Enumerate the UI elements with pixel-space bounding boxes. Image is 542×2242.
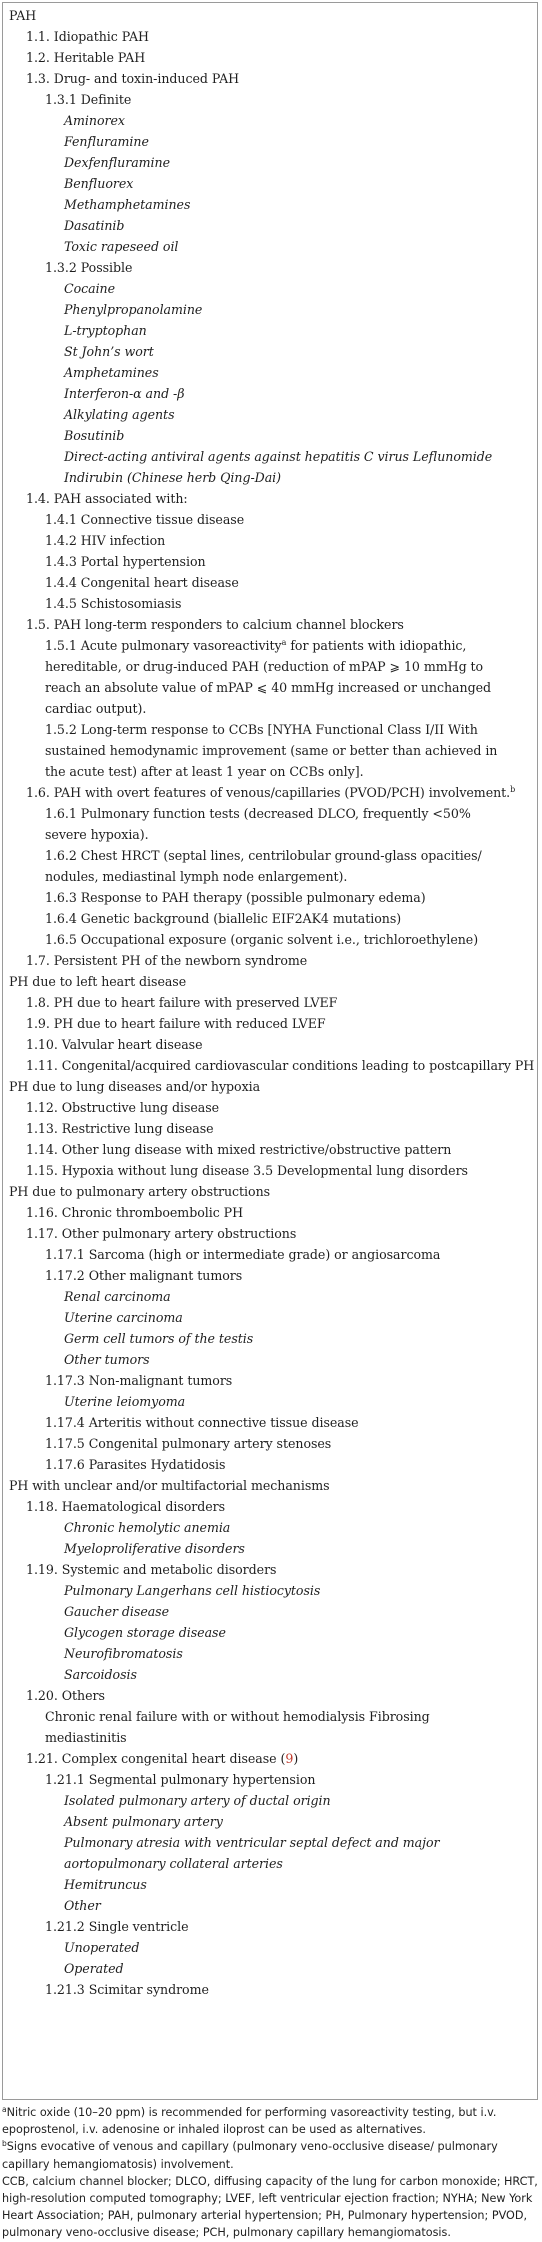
- entry-text: 1.17.1 Sarcoma (high or intermediate grade) or angiosarcoma: [45, 1247, 441, 1262]
- footnote-b-mark: b: [2, 2139, 7, 2149]
- classification-entry: [9, 5, 36, 26]
- classification-entry: [45, 908, 401, 929]
- entry-text: Uterine carcinoma: [64, 1310, 183, 1325]
- entry-text: 1.6.3 Response to PAH therapy (possible pulmonary edema): [45, 890, 426, 905]
- entry-text: 1.8. PH due to heart failure with preserved LVEF: [26, 995, 338, 1010]
- classification-entry: [45, 1769, 315, 1790]
- classification-entry: [26, 992, 337, 1013]
- entry-text: 1.21.2 Single ventricle: [45, 1919, 189, 1934]
- list-item: [64, 1832, 515, 1874]
- classification-entry: [26, 782, 515, 803]
- classification-entry: [45, 845, 515, 887]
- entry-text: Benfluorex: [64, 176, 134, 191]
- list-item: [64, 383, 184, 404]
- entry-text: 1.21.1 Segmental pulmonary hypertension: [45, 1772, 316, 1787]
- entry-text: Cocaine: [64, 281, 116, 296]
- classification-entry: [9, 1475, 330, 1496]
- classification-entry: [45, 593, 181, 614]
- classification-entry: [45, 1433, 331, 1454]
- classification-entry: [9, 1181, 270, 1202]
- list-item: [64, 1664, 137, 1685]
- list-item: [64, 1307, 183, 1328]
- list-item: [64, 467, 281, 488]
- entry-text: PH due to pulmonary artery obstructions: [9, 1184, 271, 1199]
- list-item: [64, 446, 492, 467]
- entry-text: Myeloproliferative disorders: [64, 1541, 245, 1556]
- classification-entry: [26, 1223, 296, 1244]
- entry-text: 1.4.3 Portal hypertension: [45, 554, 206, 569]
- footnote-a: [2, 2104, 538, 2138]
- classification-entry: [45, 257, 132, 278]
- entry-text: Absent pulmonary artery: [64, 1814, 223, 1829]
- entry-text-continued: ): [293, 1751, 299, 1766]
- entry-text: PAH: [9, 8, 37, 23]
- entry-text: Renal carcinoma: [64, 1289, 171, 1304]
- entry-text: Pulmonary atresia with ventricular septal defect and major aortopulmonary collateral arteries: [64, 1835, 440, 1871]
- entry-text: 1.4.4 Congenital heart disease: [45, 575, 239, 590]
- entry-text: 1.4.2 HIV infection: [45, 533, 166, 548]
- entry-text: 1.17.3 Non-malignant tumors: [45, 1373, 233, 1388]
- entry-text: 1.13. Restrictive lung disease: [26, 1121, 214, 1136]
- entry-text: Fenfluramine: [64, 134, 149, 149]
- classification-entry: [45, 572, 239, 593]
- list-item: [64, 215, 124, 236]
- list-item: [64, 362, 159, 383]
- list-item: [64, 131, 149, 152]
- entry-text: 1.3.2 Possible: [45, 260, 133, 275]
- entry-text: Phenylpropanolamine: [64, 302, 203, 317]
- classification-entry: [26, 614, 404, 635]
- list-item: [64, 1328, 253, 1349]
- entry-text: PH with unclear and/or multifactorial mechanisms: [9, 1478, 330, 1493]
- entry-text: 1.5.1 Acute pulmonary vasoreactivity: [45, 638, 282, 653]
- list-item: [64, 236, 178, 257]
- classification-entry: [45, 551, 206, 572]
- entry-text: 1.14. Other lung disease with mixed restrictive/obstructive pattern: [26, 1142, 452, 1157]
- reference-link[interactable]: 9: [285, 1751, 294, 1766]
- list-item: [64, 1286, 171, 1307]
- entry-text: 1.5. PAH long-term responders to calcium channel blockers: [26, 617, 404, 632]
- entry-text: Other tumors: [64, 1352, 150, 1367]
- entry-text: Chronic renal failure with or without hemodialysis Fibrosing mediastinitis: [45, 1709, 430, 1745]
- entry-text: 1.16. Chronic thromboembolic PH: [26, 1205, 244, 1220]
- table-footnotes: [2, 2104, 538, 2242]
- abbreviations: CCB, calcium channel blocker; DLCO, diffusing capacity of the lung for carbon monoxide; HRCT, high-resolution computed tomography; LVEF, left ventricular ejection fraction; NYHA; New York Heart Association; PAH, pulmonary arterial hypertension; PH, Pulmonary hypertension; PVOD, pulmonary veno-occlusive disease; PCH, pulmonary capillary hemangiomatosis.: [2, 2174, 538, 2240]
- entry-text: 1.17.6 Parasites Hydatidosis: [45, 1457, 226, 1472]
- entry-text: 1.17.2 Other malignant tumors: [45, 1268, 243, 1283]
- entry-text: 1.6.5 Occupational exposure (organic solvent i.e., trichloroethylene): [45, 932, 479, 947]
- classification-entry: [26, 1118, 214, 1139]
- entry-text: 1.6.1 Pulmonary function tests (decreased DLCO, frequently <50% severe hypoxia).: [45, 806, 471, 842]
- entry-text: 1.3. Drug- and toxin-induced PAH: [26, 71, 240, 86]
- classification-entry: [9, 971, 186, 992]
- entry-text: Hemitruncus: [64, 1877, 147, 1892]
- entry-text: PH due to lung diseases and/or hypoxia: [9, 1079, 261, 1094]
- entry-text: Chronic hemolytic anemia: [64, 1520, 231, 1535]
- classification-entry: [26, 47, 145, 68]
- entry-text: Bosutinib: [64, 428, 125, 443]
- entry-text: L-tryptophan: [64, 323, 147, 338]
- list-item: [64, 1874, 147, 1895]
- footnote-b-text: Signs evocative of venous and capillary (pulmonary veno-occlusive disease/ pulmonary capillary hemangiomatosis) involvement.: [2, 2140, 498, 2171]
- entry-text: Operated: [64, 1961, 124, 1976]
- entry-text: PH due to left heart disease: [9, 974, 187, 989]
- entry-text: Isolated pulmonary artery of ductal origin: [64, 1793, 331, 1808]
- entry-text: Alkylating agents: [64, 407, 175, 422]
- entry-text: 1.4. PAH associated with:: [26, 491, 188, 506]
- classification-entry: [26, 26, 149, 47]
- entry-text: Sarcoidosis: [64, 1667, 137, 1682]
- list-item: [64, 194, 190, 215]
- classification-entry: [45, 929, 478, 950]
- list-item: [64, 320, 147, 341]
- list-item: [64, 110, 125, 131]
- classification-entry: [45, 1244, 440, 1265]
- entry-text: 1.9. PH due to heart failure with reduced LVEF: [26, 1016, 326, 1031]
- entry-text: 1.5.2 Long-term response to CCBs [NYHA Functional Class I/II With sustained hemodynamic improvement (same or better than achieved in the acute test) after at least 1 year on CCBs only].: [45, 722, 498, 779]
- entry-text: 1.6. PAH with overt features of venous/capillaries (PVOD/PCH) involvement.: [26, 785, 511, 800]
- entry-text: 1.11. Congenital/acquired cardiovascular conditions leading to postcapillary PH: [26, 1058, 535, 1073]
- entry-text: 1.21.3 Scimitar syndrome: [45, 1982, 209, 1997]
- list-item: [64, 425, 124, 446]
- entry-text: 1.19. Systemic and metabolic disorders: [26, 1562, 277, 1577]
- footnote-marker: a: [281, 638, 287, 647]
- classification-entry: [9, 1076, 260, 1097]
- classification-entry: [26, 1013, 326, 1034]
- entry-text: 1.10. Valvular heart disease: [26, 1037, 203, 1052]
- entry-text: Methamphetamines: [64, 197, 191, 212]
- entry-text: 1.6.2 Chest HRCT (septal lines, centrilobular ground-glass opacities/ nodules, mediastinal lymph node enlargement).: [45, 848, 482, 884]
- entry-text: Toxic rapeseed oil: [64, 239, 179, 254]
- classification-entry: [45, 509, 244, 530]
- entry-text: Dasatinib: [64, 218, 125, 233]
- classification-entry: [26, 1559, 276, 1580]
- list-item: [64, 173, 133, 194]
- footnote-marker: b: [510, 785, 516, 794]
- classification-entry: [45, 89, 131, 110]
- classification-entry: [45, 719, 515, 782]
- entry-text: 1.4.5 Schistosomiasis: [45, 596, 182, 611]
- classification-entry: [26, 1160, 468, 1181]
- entry-text: 1.4.1 Connective tissue disease: [45, 512, 245, 527]
- list-item: [64, 1958, 124, 1979]
- entry-text: Glycogen storage disease: [64, 1625, 226, 1640]
- list-item: [64, 1811, 223, 1832]
- footnote-a-text: Nitric oxide (10–20 ppm) is recommended for performing vasoreactivity testing, but i.v. epoprostenol, i.v. adenosine or inhaled iloprost can be used as alternatives.: [2, 2106, 497, 2137]
- entry-text: St John’s wort: [64, 344, 154, 359]
- entry-text: 1.20. Others: [26, 1688, 105, 1703]
- entry-text: 1.1. Idiopathic PAH: [26, 29, 149, 44]
- classification-entry: [45, 1412, 359, 1433]
- list-item: [64, 1580, 320, 1601]
- classification-entry: [45, 635, 515, 719]
- entry-text: 1.17. Other pulmonary artery obstructions: [26, 1226, 297, 1241]
- list-item: [64, 1790, 331, 1811]
- entry-text: Direct-acting antiviral agents against hepatitis C virus Leflunomide: [64, 449, 493, 464]
- classification-entry: [45, 1265, 242, 1286]
- classification-entry: [45, 803, 515, 845]
- list-item: [64, 341, 154, 362]
- list-item: [64, 404, 174, 425]
- list-item: [64, 1601, 169, 1622]
- list-item: [64, 1895, 101, 1916]
- list-item: [64, 299, 202, 320]
- classification-entry: [26, 1034, 203, 1055]
- classification-entry: [26, 1202, 243, 1223]
- entry-text: Other: [64, 1898, 101, 1913]
- classification-entry: [26, 950, 307, 971]
- entry-text: Dexfenfluramine: [64, 155, 170, 170]
- classification-entry: [45, 1370, 232, 1391]
- classification-entry: [45, 1916, 189, 1937]
- entry-text: Indirubin (Chinese herb Qing-Dai): [64, 470, 282, 485]
- list-item: [64, 152, 170, 173]
- classification-entry: [26, 68, 239, 89]
- entry-text: Germ cell tumors of the testis: [64, 1331, 254, 1346]
- entry-text: 1.18. Haematological disorders: [26, 1499, 226, 1514]
- entry-text: 1.15. Hypoxia without lung disease 3.5 Developmental lung disorders: [26, 1163, 468, 1178]
- classification-entry: [26, 1685, 105, 1706]
- entry-text: Neurofibromatosis: [64, 1646, 183, 1661]
- list-item: [64, 1622, 226, 1643]
- entry-text: 1.12. Obstructive lung disease: [26, 1100, 220, 1115]
- classification-entry: [45, 1706, 515, 1748]
- classification-entry: [26, 488, 188, 509]
- classification-entry: [45, 887, 426, 908]
- entry-text: 1.2. Heritable PAH: [26, 50, 146, 65]
- entry-text: 1.21. Complex congenital heart disease (: [26, 1751, 286, 1766]
- classification-entry: [26, 1496, 225, 1517]
- list-item: [64, 278, 115, 299]
- list-item: [64, 1517, 230, 1538]
- classification-entry: [45, 530, 165, 551]
- entry-text: Unoperated: [64, 1940, 140, 1955]
- entry-text: 1.3.1 Definite: [45, 92, 132, 107]
- classification-entry: [26, 1748, 298, 1769]
- list-item: [64, 1937, 139, 1958]
- entry-text: Uterine leiomyoma: [64, 1394, 186, 1409]
- list-item: [64, 1349, 150, 1370]
- footnote-b: [2, 2138, 538, 2172]
- list-item: [64, 1643, 183, 1664]
- entry-text: 1.17.4 Arteritis without connective tissue disease: [45, 1415, 359, 1430]
- classification-entry: [26, 1055, 534, 1076]
- classification-entry: [26, 1139, 451, 1160]
- footnote-a-mark: a: [2, 2105, 7, 2114]
- entry-text: 1.6.4 Genetic background (biallelic EIF2AK4 mutations): [45, 911, 402, 926]
- classification-entry: [45, 1454, 225, 1475]
- entry-text: Amphetamines: [64, 365, 159, 380]
- entry-text: 1.7. Persistent PH of the newborn syndrome: [26, 953, 308, 968]
- classification-entry: [45, 1979, 209, 2000]
- entry-text: Interferon-α and -β: [64, 386, 185, 401]
- classification-entry: [26, 1097, 219, 1118]
- list-item: [64, 1538, 245, 1559]
- entry-text-continued: for patients with idiopathic, hereditable, or drug-induced PAH (reduction of mPAP ⩾ 10 mmHg to reach an absolute value of mPAP ⩽ 40 mmHg increased or unchanged cardiac output).: [45, 638, 491, 716]
- list-item: [64, 1391, 185, 1412]
- entry-text: 1.17.5 Congenital pulmonary artery stenoses: [45, 1436, 332, 1451]
- entry-text: Pulmonary Langerhans cell histiocytosis: [64, 1583, 321, 1598]
- entry-text: Gaucher disease: [64, 1604, 169, 1619]
- entry-text: Aminorex: [64, 113, 125, 128]
